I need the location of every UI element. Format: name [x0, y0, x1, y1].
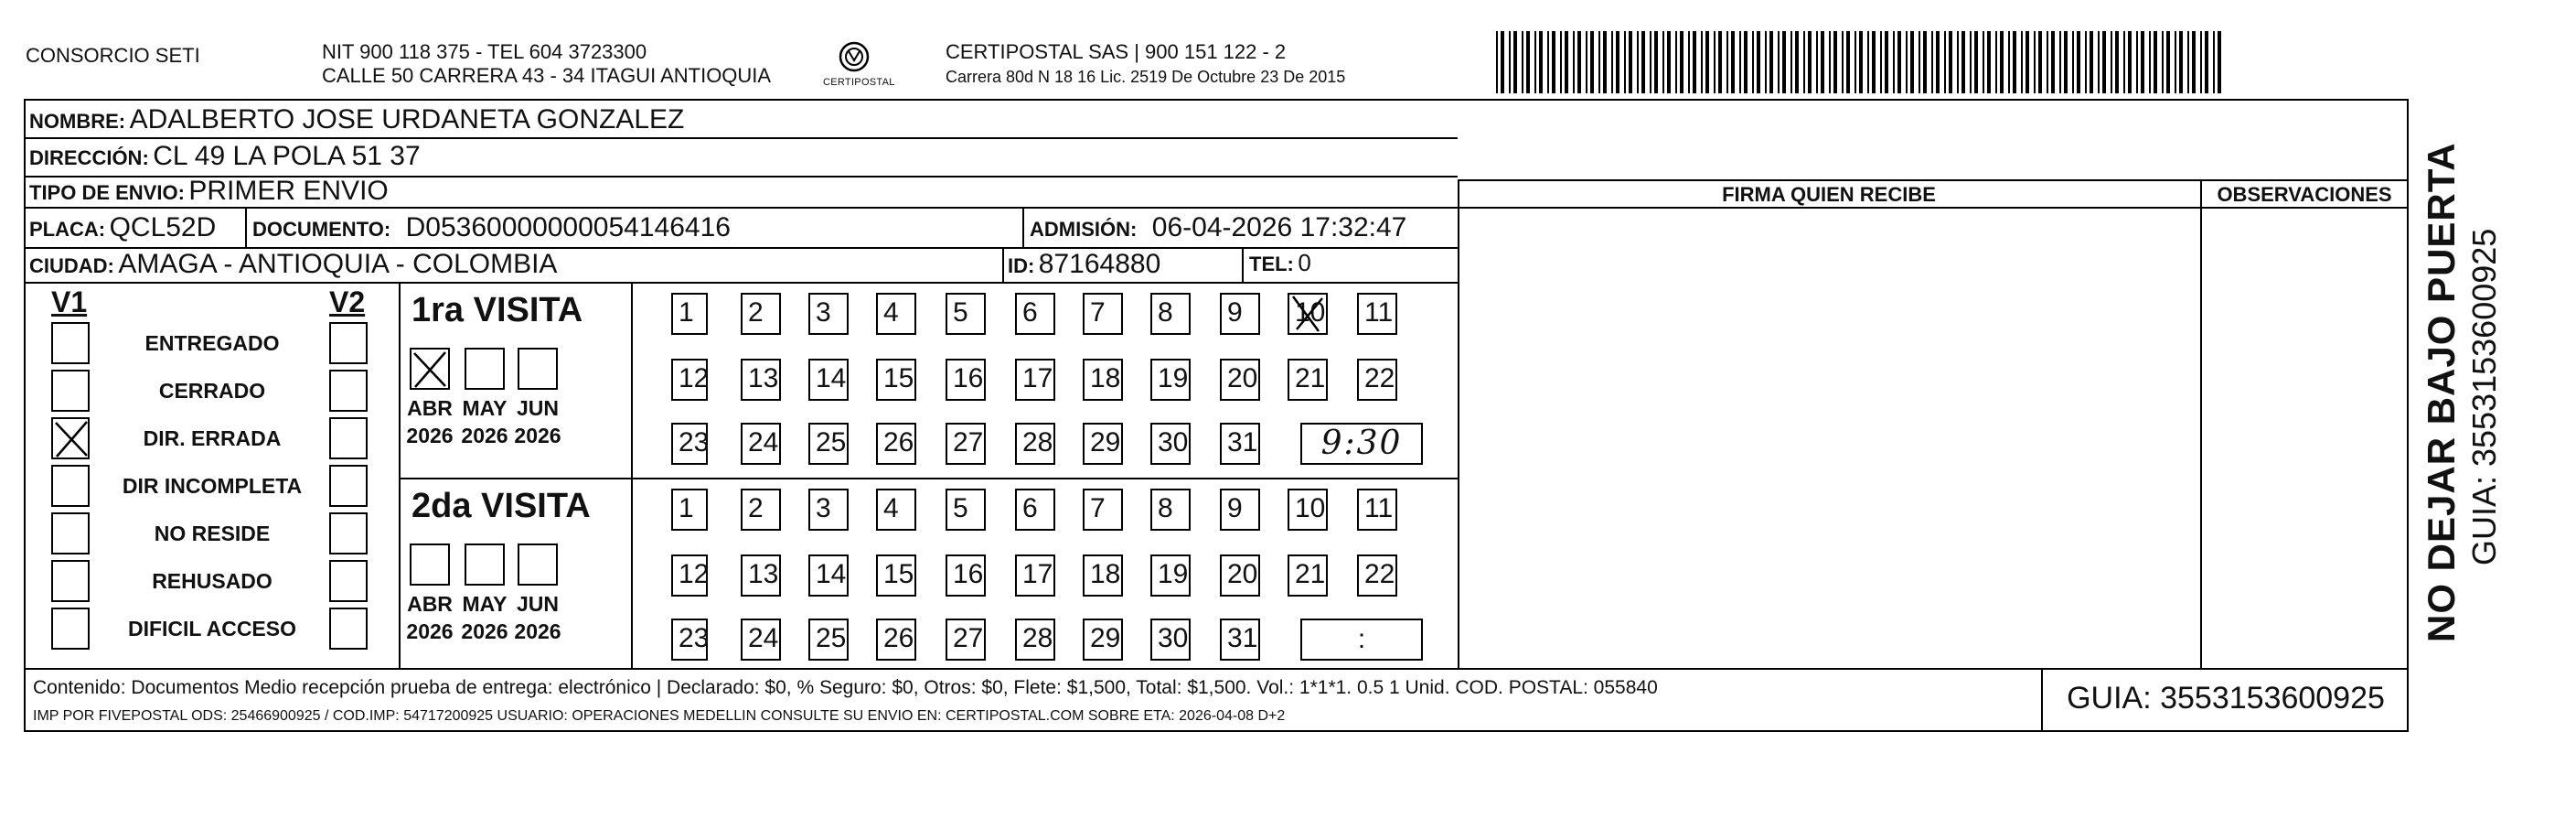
day-checkbox[interactable]: 28 — [1015, 619, 1055, 661]
documento-label: DOCUMENTO: — [252, 218, 391, 241]
day-checkbox[interactable]: 12 — [671, 359, 708, 401]
nombre-value: ADALBERTO JOSE URDANETA GONZALEZ — [129, 104, 685, 135]
side-warning: NO DEJAR BAJO PUERTA — [2420, 142, 2463, 642]
admision-value: 06-04-2026 17:32:47 — [1151, 212, 1407, 242]
day-checkbox[interactable]: 16 — [946, 359, 986, 401]
v2-checkbox[interactable] — [329, 417, 368, 459]
day-checkbox[interactable]: 26 — [876, 423, 916, 465]
id-row — [1008, 249, 1160, 280]
day-checkbox[interactable]: 29 — [1083, 423, 1123, 465]
admision-label: ADMISIÓN: — [1030, 218, 1138, 241]
month-checkbox[interactable] — [410, 348, 450, 390]
day-cross-mark — [1288, 293, 1328, 339]
side-guia: GUIA: 3553153600925 — [2465, 228, 2503, 565]
day-checkbox[interactable]: 2 — [741, 293, 781, 335]
day-checkbox[interactable]: 16 — [946, 554, 986, 597]
documento-row — [252, 212, 731, 243]
day-checkbox[interactable]: 19 — [1150, 554, 1191, 597]
tel-row — [1249, 249, 1311, 277]
direccion-label: DIRECCIÓN: — [29, 146, 149, 169]
month-year: 2026 — [406, 619, 454, 643]
day-checkbox[interactable]: 8 — [1150, 293, 1191, 335]
day-checkbox[interactable]: 20 — [1220, 554, 1260, 597]
nit-line: NIT 900 118 375 - TEL 604 3723300 — [322, 40, 647, 63]
day-checkbox[interactable]: 18 — [1083, 359, 1123, 401]
certipostal-line: CERTIPOSTAL SAS | 900 151 122 - 2 — [946, 40, 1287, 63]
day-checkbox[interactable]: 7 — [1083, 489, 1123, 531]
address-line: CALLE 50 CARRERA 43 - 34 ITAGUI ANTIOQUIA — [322, 64, 772, 87]
day-checkbox[interactable]: 24 — [741, 423, 781, 465]
visit2-title: 2da VISITA — [412, 487, 591, 525]
reason-label: ENTREGADO — [144, 331, 280, 355]
day-checkbox[interactable]: 23 — [671, 619, 708, 661]
day-checkbox[interactable]: 12 — [671, 554, 708, 597]
v1-label: V1 — [51, 285, 88, 318]
day-checkbox[interactable]: 24 — [741, 619, 781, 661]
time-box[interactable]: 9:30 — [1300, 423, 1423, 465]
reason-label: DIR INCOMPLETA — [122, 474, 303, 498]
month-label: MAY — [462, 396, 508, 420]
tipo-value: PRIMER ENVIO — [188, 176, 389, 206]
v2-checkbox[interactable] — [329, 370, 368, 412]
v1-checkbox[interactable] — [51, 465, 90, 507]
v1-checkbox[interactable] — [51, 322, 90, 364]
company-name: CONSORCIO SETI — [26, 44, 200, 67]
placa-row — [29, 212, 216, 243]
day-checkbox[interactable]: 5 — [946, 489, 986, 531]
day-checkbox[interactable]: 3 — [808, 489, 849, 531]
month-label: JUN — [516, 396, 559, 420]
tipo-label: TIPO DE ENVIO: — [29, 181, 185, 204]
license-line: Carrera 80d N 18 16 Lic. 2519 De Octubre 23 De 2015 — [946, 68, 1346, 86]
day-checkbox[interactable]: 19 — [1150, 359, 1191, 401]
direccion-row — [29, 141, 421, 172]
ciudad-label: CIUDAD: — [29, 254, 114, 277]
day-checkbox[interactable]: 7 — [1083, 293, 1123, 335]
v1-checkbox[interactable] — [51, 417, 90, 459]
day-checkbox[interactable]: 5 — [946, 293, 986, 335]
month-label: ABR — [407, 592, 453, 616]
v1-checkbox[interactable] — [51, 608, 90, 650]
day-checkbox[interactable]: 22 — [1357, 554, 1397, 597]
month-checkbox[interactable] — [465, 544, 505, 586]
firma-label: FIRMA QUIEN RECIBE — [1722, 183, 1936, 206]
month-label: ABR — [407, 396, 453, 420]
v1-checkbox[interactable] — [51, 560, 90, 602]
day-checkbox[interactable]: 4 — [876, 293, 916, 335]
placa-value: QCL52D — [109, 212, 217, 242]
tel-label: TEL: — [1249, 253, 1294, 275]
day-checkbox[interactable]: 10 — [1288, 293, 1328, 335]
observaciones-label: OBSERVACIONES — [2217, 183, 2392, 206]
v1-checkbox[interactable] — [51, 370, 90, 412]
v2-checkbox[interactable] — [329, 560, 368, 602]
day-checkbox[interactable]: 1 — [671, 489, 708, 531]
day-checkbox[interactable]: 22 — [1357, 359, 1397, 401]
reason-label: REHUSADO — [152, 569, 273, 593]
placa-label: PLACA: — [29, 218, 106, 241]
firma-area[interactable] — [1459, 209, 2198, 666]
tel-value: 0 — [1298, 249, 1311, 276]
id-value: 87164880 — [1038, 249, 1161, 279]
reason-label: CERRADO — [158, 379, 266, 403]
reason-label: DIR. ERRADA — [143, 426, 282, 450]
month-year: 2026 — [406, 424, 454, 447]
month-checkbox[interactable] — [465, 348, 505, 390]
month-checkbox[interactable] — [410, 544, 450, 586]
day-checkbox[interactable]: 31 — [1220, 423, 1260, 465]
month-label: JUN — [516, 592, 559, 616]
day-checkbox[interactable]: 30 — [1150, 423, 1191, 465]
month-year: 2026 — [514, 619, 561, 643]
day-checkbox[interactable]: 17 — [1015, 554, 1055, 597]
day-checkbox[interactable]: 6 — [1015, 293, 1055, 335]
day-checkbox[interactable]: 14 — [808, 359, 849, 401]
v2-checkbox[interactable] — [329, 465, 368, 507]
reason-label: NO RESIDE — [154, 522, 271, 545]
v1-checkbox[interactable] — [51, 512, 90, 554]
direccion-value: CL 49 LA POLA 51 37 — [153, 141, 421, 171]
month-year: 2026 — [461, 424, 508, 447]
ciudad-value: AMAGA - ANTIOQUIA - COLOMBIA — [118, 249, 558, 279]
day-checkbox[interactable]: 13 — [741, 359, 781, 401]
day-checkbox[interactable]: 11 — [1357, 489, 1397, 531]
month-year: 2026 — [461, 619, 508, 643]
day-checkbox[interactable]: 13 — [741, 554, 781, 597]
day-checkbox[interactable]: 31 — [1220, 619, 1260, 661]
time-box[interactable]: : — [1300, 619, 1423, 661]
v2-label: V2 — [329, 285, 366, 318]
documento-value: D05360000000054146416 — [405, 212, 731, 242]
day-checkbox[interactable]: 23 — [671, 423, 708, 465]
observaciones-area[interactable] — [2202, 209, 2407, 666]
day-checkbox[interactable]: 28 — [1015, 423, 1055, 465]
nombre-row — [29, 104, 684, 135]
day-checkbox[interactable]: 26 — [876, 619, 916, 661]
visit1-title: 1ra VISITA — [412, 291, 583, 329]
day-checkbox[interactable]: 4 — [876, 489, 916, 531]
month-checkbox[interactable] — [518, 348, 558, 390]
day-checkbox[interactable]: 27 — [946, 619, 986, 661]
v2-checkbox[interactable] — [329, 608, 368, 650]
day-checkbox[interactable]: 18 — [1083, 554, 1123, 597]
day-checkbox[interactable]: 21 — [1288, 359, 1328, 401]
id-label: ID: — [1008, 254, 1035, 277]
day-checkbox[interactable]: 9 — [1220, 489, 1260, 531]
day-checkbox[interactable]: 10 — [1288, 489, 1328, 531]
reason-label: DIFICIL ACCESO — [127, 617, 296, 640]
day-checkbox[interactable]: 20 — [1220, 359, 1260, 401]
day-checkbox[interactable]: 1 — [671, 293, 708, 335]
day-checkbox[interactable]: 11 — [1357, 293, 1397, 335]
day-checkbox[interactable]: 6 — [1015, 489, 1055, 531]
month-checkbox[interactable] — [518, 544, 558, 586]
footer-guia: GUIA: 3553153600925 — [2067, 681, 2385, 716]
logo-text: CERTIPOSTAL — [823, 77, 895, 88]
v2-checkbox[interactable] — [329, 512, 368, 554]
nombre-label: NOMBRE: — [29, 110, 126, 133]
day-checkbox[interactable]: 29 — [1083, 619, 1123, 661]
day-checkbox[interactable]: 25 — [808, 423, 849, 465]
admision-row — [1030, 212, 1406, 243]
barcode — [1496, 31, 2226, 93]
day-checkbox[interactable]: 2 — [741, 489, 781, 531]
day-checkbox[interactable]: 21 — [1288, 554, 1328, 597]
ciudad-row — [29, 249, 557, 280]
v2-checkbox[interactable] — [329, 322, 368, 364]
certipostal-logo — [821, 40, 895, 97]
day-checkbox[interactable]: 9 — [1220, 293, 1260, 335]
day-checkbox[interactable]: 30 — [1150, 619, 1191, 661]
footer-line1: Contenido: Documentos Medio recepción prueba de entrega: electrónico | Declarado: $0, % Seguro: $0, Otros: $0, Flete: $1,500, Total: $1,500. Vol.: 1*1*1. 0.5 1 Unid. COD. POSTAL: 055840 — [33, 677, 1658, 698]
day-checkbox[interactable]: 3 — [808, 293, 849, 335]
month-label: MAY — [462, 592, 508, 616]
day-checkbox[interactable]: 25 — [808, 619, 849, 661]
month-year: 2026 — [514, 424, 561, 447]
footer-line2: IMP POR FIVEPOSTAL ODS: 25466900925 / COD.IMP: 54717200925 USUARIO: OPERACIONES MEDELLIN CONSULTE SU ENVIO EN: CERTIPOSTAL.COM SOBRE ETA: 2026-04-08 D+2 — [33, 708, 1286, 724]
day-checkbox[interactable]: 14 — [808, 554, 849, 597]
day-checkbox[interactable]: 15 — [876, 359, 916, 401]
day-checkbox[interactable]: 15 — [876, 554, 916, 597]
day-checkbox[interactable]: 8 — [1150, 489, 1191, 531]
day-checkbox[interactable]: 17 — [1015, 359, 1055, 401]
tipo-row — [29, 176, 389, 207]
day-checkbox[interactable]: 27 — [946, 423, 986, 465]
